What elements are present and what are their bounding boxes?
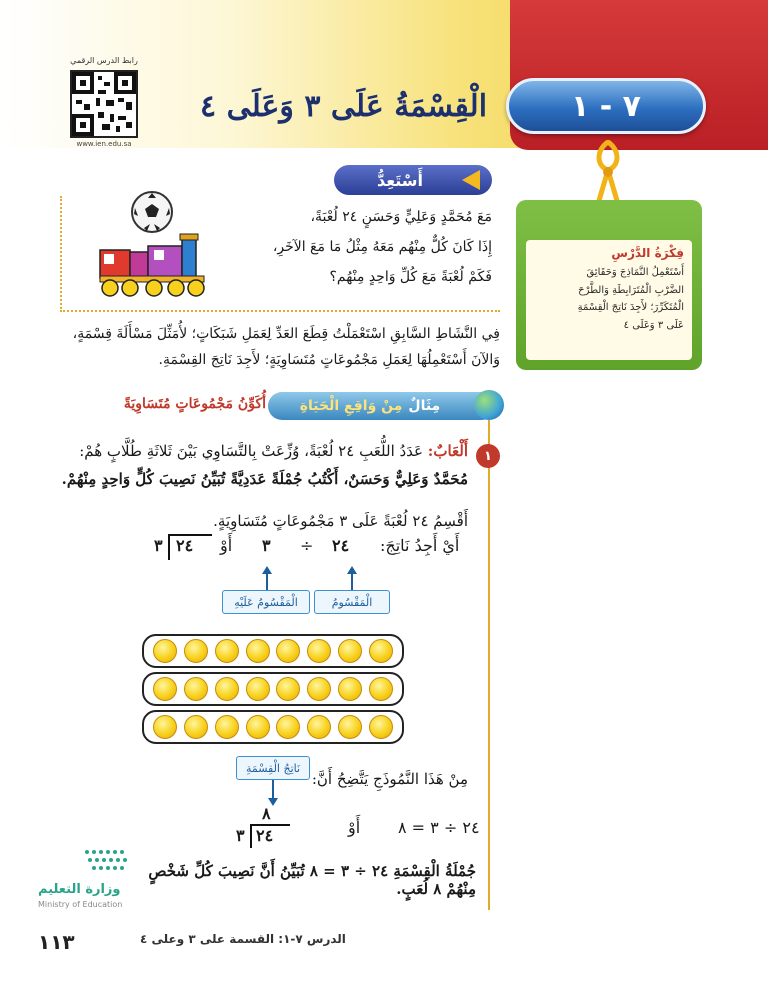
counter-group	[142, 710, 404, 744]
counter-icon	[276, 639, 300, 663]
counter-icon	[369, 677, 393, 701]
tag-quotient: نَاتِجُ الْقِسْمَةِ	[236, 756, 310, 780]
eq-dividend: ٢٤	[332, 536, 350, 555]
arrow-up-icon	[347, 566, 357, 574]
problem-line1: عَدَدُ اللُّعَبِ ٢٤ لُعْبَةً، وُزِّعَتْ بِالتَّسَاوِي بَيْنَ ثَلاثَةِ طُلَّابٍ هُمْ:	[79, 442, 424, 460]
ld-divisor: ٣	[236, 826, 245, 845]
counter-icon	[184, 639, 208, 663]
intro-line: وَالآنَ أَسْتَعْمِلُهَا لِعَمَلِ مَجْمُوعَاتٍ مُتَسَاوِيَةٍ؛ لأَجِدَ نَاتِجَ القِسْمَةِ.	[158, 352, 500, 368]
example-bar-prefix: مِثَالٌ	[408, 398, 441, 414]
lesson-idea-line: عَلَى ٣ وَعَلَى ٤	[623, 319, 684, 331]
counter-icon	[215, 639, 239, 663]
ld-dividend: ٢٤	[256, 826, 274, 845]
problem-label: أَلْعَابٌ:	[427, 442, 468, 460]
counter-icon	[246, 639, 270, 663]
counter-group	[142, 634, 404, 668]
problem-line2: مُحَمَّدٌ وَعَلِيٌّ وَحَسَنٌ، أَكْتُبُ جُمْلَةً عَدَدِيَّةً تُبَيِّنُ نَصِيبَ كُلٍّ وَاحِدٍ مِنْهُمْ.	[61, 470, 468, 488]
tag-divisor: الْمَقْسُومُ عَلَيْهِ	[222, 590, 310, 614]
counter-icon	[153, 639, 177, 663]
counter-icon	[246, 677, 270, 701]
lesson-idea-line: الْمُتَكَرِّرَ؛ لأَجِدَ نَاتِجَ الْقِسْمَةِ	[577, 302, 684, 313]
counter-icon	[184, 715, 208, 739]
ministry-logo-icon	[82, 846, 132, 880]
lesson-idea-line: الضَّرْبِ الْمُتَرَابِطَةِ وَالطَّرْحَ	[578, 284, 684, 296]
lesson-number-badge: ٧ - ١	[506, 78, 706, 134]
ready-arrow-icon	[462, 170, 480, 190]
counter-icon	[184, 677, 208, 701]
footer-lesson-ref: الدرس ٧-١: القسمة على ٣ وعلى ٤	[140, 932, 346, 946]
result-equation: ٢٤ ÷ ٣ = ٨	[398, 818, 480, 837]
eq-divide-sign: ÷	[300, 536, 314, 555]
result-or: أَوْ	[348, 818, 361, 837]
eq-or: أَوْ	[220, 536, 233, 555]
example-number-badge: ١	[476, 444, 500, 468]
ld-quotient: ٨	[262, 804, 271, 823]
counter-icon	[215, 715, 239, 739]
qr-code[interactable]	[70, 70, 138, 138]
counter-icon	[307, 677, 331, 701]
conclusion-text: جُمْلَةُ الْقِسْمَةِ ٢٤ ÷ ٣ = ٨ تُبَيِّنُ أَنَّ نَصِيبَ كُلِّ شَخْصٍ مِنْهُمْ ٨ لُعَبٍ.	[148, 862, 476, 898]
ministry-name-en: Ministry of Education	[38, 900, 123, 909]
lesson-title: الْقِسْمَةُ عَلَى ٣ وَعَلَى ٤	[200, 88, 488, 124]
step2-label: أَيْ أَجِدُ نَاتِجَ:	[380, 536, 460, 555]
problem-line	[40, 442, 468, 460]
ready-line: مَعَ مُحَمَّدٍ وَعَلِيٍّ وَحَسَنٍ ٢٤ لُعْبَةً،	[310, 209, 492, 225]
football-icon	[130, 190, 174, 234]
example-subtitle: أُكَوِّنُ مَجْمُوعَاتٍ مُتَسَاوِيَةً	[123, 396, 266, 412]
globe-icon	[474, 390, 504, 420]
counter-icon	[153, 677, 177, 701]
ready-label: أَسْتَعِدُّ	[334, 165, 492, 195]
step1-text: أَقْسِمُ ٢٤ لُعْبَةً عَلَى ٣ مَجْمُوعَاتٍ مُتَسَاوِيَةٍ.	[213, 512, 468, 530]
counter-icon	[153, 715, 177, 739]
result-long-division	[228, 804, 298, 854]
example-side-rule	[488, 420, 490, 910]
ready-line: إِذَا كَانَ كُلٌّ مِنْهُم مَعَهُ مِثْلُ مَا مَعَ الآخَرِ،	[272, 239, 492, 255]
ministry-name: وزارة التعليم	[38, 882, 121, 897]
eq-divisor: ٣	[262, 536, 271, 555]
lesson-idea-line: أَسْتَعْمِلُ النَّمَاذِجَ وَحَقَائِقَ	[586, 267, 684, 278]
counter-icon	[276, 677, 300, 701]
ld-divisor: ٣	[154, 536, 163, 555]
counter-icon	[276, 715, 300, 739]
arrow-up-icon	[262, 566, 272, 574]
counter-icon	[307, 639, 331, 663]
counter-icon	[369, 715, 393, 739]
lesson-idea-title: فِكْرَةُ الدَّرْسِ	[611, 246, 684, 260]
page-number: ١١٣	[38, 930, 75, 954]
counter-icon	[338, 715, 362, 739]
counter-icon	[246, 715, 270, 739]
tag-dividend: الْمَقْسُومُ	[314, 590, 390, 614]
qr-label: رابط الدرس الرقمي	[70, 56, 138, 65]
example-bar	[268, 392, 496, 420]
intro-line: فِي النَّشَاطِ السَّابِقِ اسْتَعْمَلْتُ قِطَعَ العَدِّ لِعَمَلِ شَبَكَاتٍ؛ لأُمَثِّلَ مَسْأَلَةَ قِسْمَةٍ،	[72, 326, 500, 342]
qr-url: www.ien.edu.sa	[76, 140, 132, 148]
long-division-bracket	[146, 534, 216, 560]
counter-group	[142, 672, 404, 706]
counter-icon	[215, 677, 239, 701]
example-bar-highlight: مِنْ وَاقِعِ الْحَيَاةِ	[299, 398, 403, 414]
lesson-idea-content	[526, 240, 692, 360]
counter-icon	[338, 677, 362, 701]
toy-train-icon	[96, 230, 208, 302]
model-text: مِنْ هَذَا النَّمُوذَجِ يَتَّضِحُ أَنَّ:	[311, 770, 468, 788]
counter-icon	[307, 715, 331, 739]
counter-icon	[369, 639, 393, 663]
ld-dividend: ٢٤	[176, 536, 194, 555]
counter-icon	[338, 639, 362, 663]
ready-line: فَكَمْ لُعْبَةً مَعَ كُلِّ وَاحِدٍ مِنْهُم؟	[329, 269, 492, 285]
arrow-shaft	[272, 780, 274, 800]
